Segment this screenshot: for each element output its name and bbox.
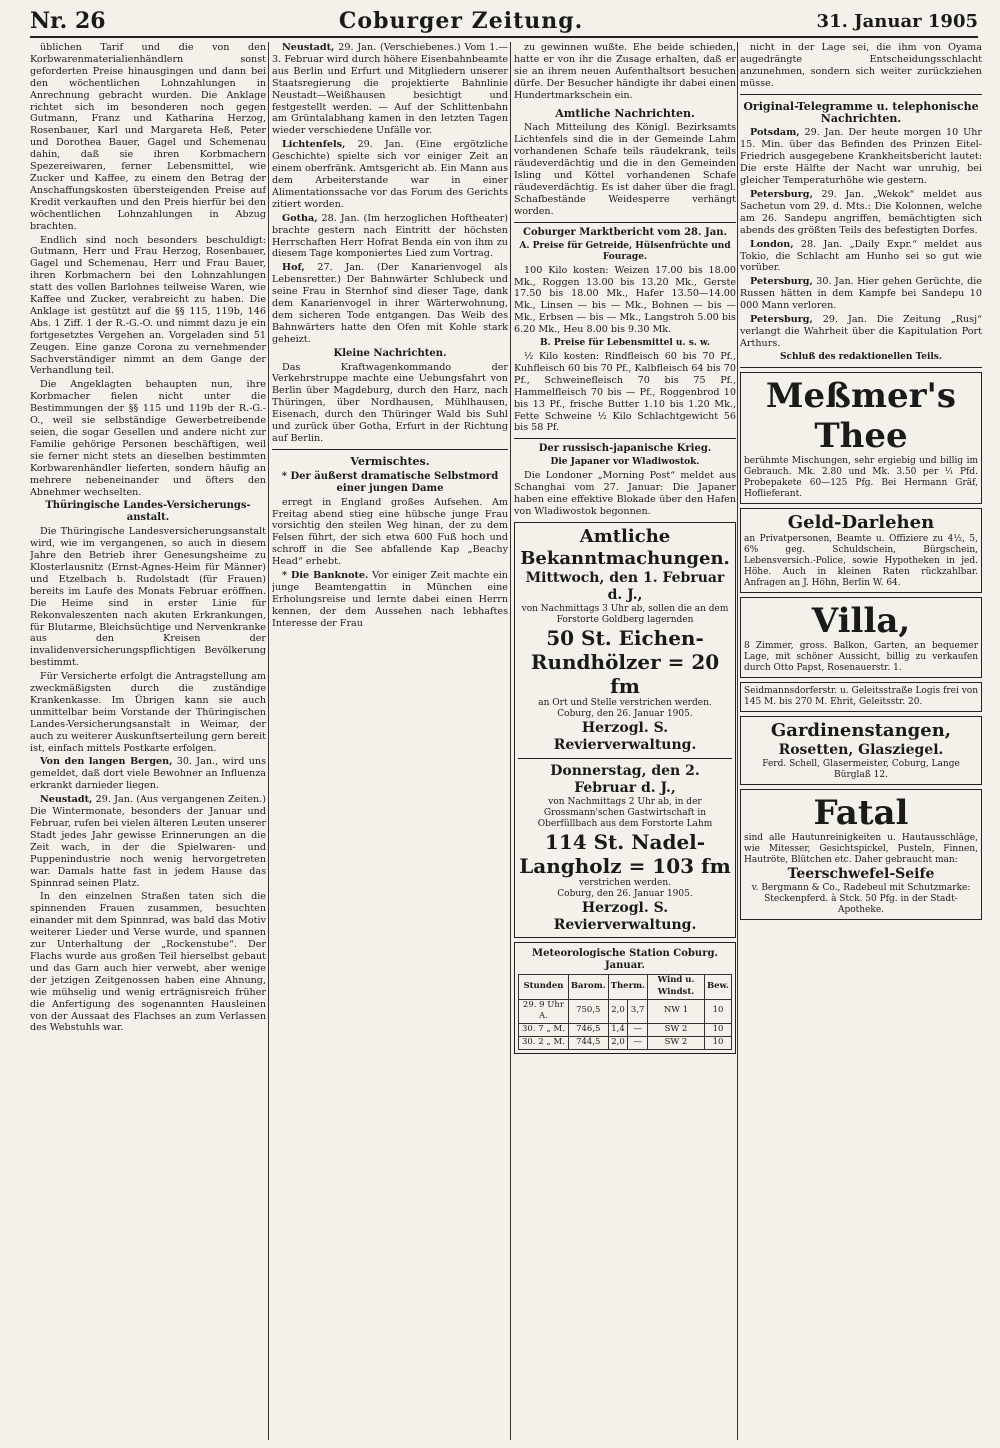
article-paragraph bbox=[740, 314, 982, 350]
table-cell: — bbox=[628, 1037, 648, 1050]
ad-title: Meßmer's Thee bbox=[765, 375, 957, 456]
dateline: Neustadt, bbox=[282, 42, 335, 53]
article-text: 27. Jan. (Der Kanarienvogel als Lebensretter.) Der Bahnwärter Schlubeck und seine Frau in Sternhof sind dieser Tage, dank dem Kanarienvogel in ihrer Wärterwohnung, dem sicheren Tode entgangen. Das Weib des Bahnwärters hatte den Ofen mit Kohle stark geheizt. bbox=[272, 262, 508, 345]
ad-text: an Privatpersonen, Beamte u. Offiziere zu 4½, 5, 6% geg. Schuldschein, Bürgschein, Lebensversich.-Police, sowie Hypotheken in jed. Höhe. Auch in kleinen Raten rückzahlbar. Anfragen an J. Höhn, Berlin W. 64. bbox=[744, 533, 978, 588]
dateline: Neustadt, bbox=[40, 794, 93, 806]
table-row bbox=[519, 1037, 732, 1050]
issue-number: Nr. 26 bbox=[30, 8, 106, 34]
article-text: 29. Jan. Die Zeitung „Rusj“ verlangt die Wahrheit über die Kapitulation Port Arthurs. bbox=[740, 314, 982, 349]
article-paragraph: Endlich sind noch besonders beschuldigt: Gutmann, Herr und Frau Herzog, Rosenbauer, Gagel und Schemenau, Herr und Frau Bauer, ihren Korbmachern bei den Lohnzahlungen statt des vollen Barlohnes teilweise Waren, wie Kaffee und Zucker, verabreicht zu haben. Die Anklage ist gestützt auf die §§ 115, 119b, 146 Abs. 1 Ziff. 1 der R.-G.-O. und nimmt dazu je ein fortgesetztes Vergehen an. Vorgeladen sind 51 Zeugen. Eine ganze Corona zu vernehmender Sachverständiger nimmt an dem Gange der Verhandlung teil. bbox=[30, 234, 266, 377]
article-paragraph bbox=[740, 127, 982, 187]
table-header: Wind u. Windst. bbox=[648, 974, 705, 999]
column-4 bbox=[740, 42, 982, 1440]
article-paragraph: Die Londoner „Morning Post“ meldet aus Schanghai vom 27. Januar: Die Japaner haben eine effektive Blokade über den Hafen von Wladiwostok begonnen. bbox=[514, 470, 736, 517]
ad-fatal bbox=[740, 789, 982, 920]
article-text: 30. Jan., wird uns gemeldet, daß dort viele Bewohner an Influenza erkrankt darnieder liegen. bbox=[30, 756, 266, 792]
dateline: Lichtenfels, bbox=[282, 139, 346, 151]
table-cell: 10 bbox=[704, 1037, 731, 1050]
ad-sign-date: Coburg, den 26. Januar 1905. bbox=[557, 708, 693, 719]
ad-date: Donnerstag, den 2. Februar d. J., bbox=[550, 762, 700, 796]
article-paragraph: üblichen Tarif und die von den Korbwarenmaterialienhändlern sonst geforderten Preise hinausgingen und dann bei den wöchentlichen Lohnzahlungen in Anrechnung gebracht wurden. Die Anklage richtet sich im besonderen noch gegen Gutmann, Franz und Katharina Herzog, Rosenbauer, Karl und Margareta Heß, Peter und Dorothea Bauer, Gagel und Schemenau dahin, daß sie ihren Korbmachern Spezereiwaren, ferner Lebensmittel, wie Zucker und Kaffee, zu einem den Betrag der Anschaffungskosten übersteigenden Preise auf Kredit verkauften und den Preis hierfür bei den wöchentlichen Lohnzahlungen in Abzug brachten. bbox=[30, 42, 266, 232]
section-heading: Vermischtes. bbox=[350, 454, 430, 468]
article-paragraph: ½ Kilo kosten: Rindfleisch 60 bis 70 Pf., Kuhfleisch 60 bis 70 Pf., Kalbfleisch 64 bis 70 Pf., Schweinefleisch 70 bis 75 Pf., Hammelfleisch 70 bis — Pf., Roggenbrod 10 bis 13 Pf., frische Butter 1.10 bis 1.20 Mk., Fette Schweine ½ Kilo Schlachtgewicht 56 bis 58 Pf. bbox=[514, 351, 736, 434]
table-cell: 10 bbox=[704, 999, 731, 1024]
table-cell: SW 2 bbox=[648, 1037, 705, 1050]
dateline: Gotha, bbox=[282, 212, 318, 224]
table-row bbox=[519, 1024, 732, 1037]
article-subheading: Die Japaner vor Wladiwostok. bbox=[550, 457, 700, 468]
article-paragraph bbox=[272, 262, 508, 345]
column-rule bbox=[510, 42, 511, 1440]
column-rule bbox=[268, 42, 269, 1440]
article-heading: Kleine Nachrichten. bbox=[333, 347, 447, 359]
weather-table-box bbox=[514, 942, 736, 1054]
table-cell: 746,5 bbox=[568, 1024, 608, 1037]
ad-text: Ferd. Schell, Glasermeister, Coburg, Lange Bürglaß 12. bbox=[762, 758, 960, 780]
table-header: Therm. bbox=[608, 974, 647, 999]
ad-text: an Ort und Stelle verstrichen werden. bbox=[538, 697, 712, 708]
table-cell: — bbox=[628, 1024, 648, 1037]
article-text: 29. Jan. (Verschiebenes.) Vom 1.—3. Februar wird durch höhere Eisenbahnbeamte aus Berlin und Erfurt und Mitgliedern unserer Staatsregierung die projektierte Bahnlinie Neustadt—Weißhausen besichtigt und festgestellt werden. — Auf der Schlittenbahn am Grüntalabhang kamen in den letzten Tagen wieder verschiedene Unfälle vor. bbox=[272, 42, 508, 137]
article-paragraph: Nach Mitteilung des Königl. Bezirksamts Lichtenfels sind die in der Gemeinde Lahm vorhandenen Schafe teils räudekrank, teils räudeverdächtig und die in den Gemeinden Isling und Köttel vorhandenen Schafe räudeverdächtig. Es ist daher über die fragl. Schafbestände Weidesperre verhängt worden. bbox=[514, 122, 736, 217]
ad-title: Amtliche Bekanntmachungen. bbox=[520, 525, 730, 569]
ad-headline: 114 St. Nadel-Langholz = 103 fm bbox=[519, 829, 731, 878]
ad-signature: Herzogl. S. Revierverwaltung. bbox=[553, 719, 697, 753]
article-subheading: B. Preise für Lebensmittel u. s. w. bbox=[539, 338, 711, 349]
column-3 bbox=[514, 42, 736, 1440]
table-header-row bbox=[519, 974, 732, 999]
column-rule bbox=[737, 42, 738, 1440]
article-paragraph bbox=[272, 139, 508, 210]
weather-title: Meteorologische Station Coburg. Januar. bbox=[532, 947, 718, 971]
article-text: 29. Jan. (Eine ergötzliche Geschichte) spielte sich vor einiger Zeit an einem oberfränk. Amtsgericht ab. Ein Mann aus dem Arbeiterstande war in einer Alimentationssache vor das Forum des Gerichts zitiert worden. bbox=[272, 139, 508, 210]
ad-text: verstrichen werden. bbox=[578, 877, 672, 888]
article-heading: Thüringische Landes-Versicherungs-anstalt. bbox=[45, 500, 251, 524]
ad-villa bbox=[740, 597, 982, 678]
article-text: 29. Jan. „Wekok“ meldet aus Sachetun vom 29. d. Mts.: Die Kolonnen, welche am 26. Sandepu angriffen, bemächtigten sich abends des größten Teils des befestigten Dorfes. bbox=[740, 188, 982, 236]
article-text: Vor einiger Zeit machte ein junge Beamtengattin in München eine Erholungsreise und lernte dabei einen Herrn kennen, der dem Aussehen nach lebhaftes Interesse der Frau bbox=[272, 570, 508, 629]
table-cell: 750,5 bbox=[568, 999, 608, 1024]
column-2 bbox=[272, 42, 508, 1440]
table-row bbox=[519, 999, 732, 1024]
divider bbox=[740, 367, 982, 368]
ad-geld-darlehen bbox=[740, 508, 982, 593]
section-heading: Amtliche Nachrichten. bbox=[555, 106, 695, 120]
ad-sign-date: Coburg, den 26. Januar 1905. bbox=[557, 888, 693, 899]
table-cell: 2,0 bbox=[608, 999, 628, 1024]
article-text: 29. Jan. (Aus vergangenen Zeiten.) Die Wintermonate, besonders der Januar und Februar, rufen bei vielen älteren Leuten unserer Stadt jedes Jahr gewisse Erinnerungen an die Zeit wach, in der die Spielwaren- und Puppenindustrie noch wenig hervorgetreten war. Damals hatte fast in jedem Hause das Spinnrad seinen Platz. bbox=[30, 794, 266, 889]
article-paragraph: zu gewinnen wußte. Ehe beide schieden, hatte er von ihr die Zusage erhalten, daß er sie an ihrem neuen Aufenthaltsort besuchen dürfe. Der Besucher händigte ihr dabei einen Hundertmarkschein ein. bbox=[514, 42, 736, 101]
article-paragraph: erregt in England großes Aufsehen. Am Freitag abend stieg eine hübsche junge Frau vorsichtig den steilen Weg hinan, der zu dem Felsen führt, der sich etwa 600 Fuß hoch und schroff in die See abfallende Kap „Beachy Head“ erhebt. bbox=[272, 496, 508, 568]
table-cell: NW 1 bbox=[648, 999, 705, 1024]
ad-date: Mittwoch, den 1. Februar d. J., bbox=[525, 569, 725, 603]
ad-text: sind alle Hautunreinigkeiten u. Hautausschläge, wie Mitesser, Gesichtspickel, Pusteln, Finnen, Hautröte, Blütchen etc. Daher gebraucht man: bbox=[744, 832, 978, 865]
article-paragraph: Die Angeklagten behaupten nun, ihre Korbmacher fielen nicht unter die Bestimmungen der §§ 115 und 119b der R.-G.-O., weil sie selbständige Gewerbetreibende seien, die sogar Gesellen und andere nicht zur Familie gehörige Personen beschäftigen, weil sie ferner nicht stets an dieselben bestimmten Korbwarenhändler lieferten, sondern häufig an mehrere nebeneinander und öfters den Abnehmer wechselten. bbox=[30, 379, 266, 498]
divider bbox=[514, 438, 736, 439]
article-paragraph bbox=[272, 570, 508, 630]
divider bbox=[518, 758, 732, 759]
article-paragraph: nicht in der Lage sei, die ihm von Oyama augedrängte Entscheidungsschlacht anzunehmen, sondern sich weiter zurückziehen müsse. bbox=[740, 42, 982, 89]
article-paragraph: 100 Kilo kosten: Weizen 17.00 bis 18.00 Mk., Roggen 13.00 bis 13.20 Mk., Gerste 17.50 bis 18.00 Mk., Hafer 13.50—14.00 Mk., Linsen — bis — Mk., Bohnen — bis — Mk., Erbsen — bis — Mk., Langstroh 5.00 bis 6.20 Mk., Heu 8.00 bis 9.30 Mk. bbox=[514, 264, 736, 336]
newspaper-title: Coburger Zeitung. bbox=[338, 8, 584, 34]
ad-title: Geld-Darlehen bbox=[787, 511, 935, 533]
ad-gardinen bbox=[740, 716, 982, 785]
article-text: 28. Jan. „Daily Expr.“ meldet aus Tokio, die Schlacht am Hunho sei so gut wie vorüber. bbox=[740, 238, 982, 274]
article-paragraph: Für Versicherte erfolgt die Antragstellung am zweckmäßigsten durch die zuständige Krankenkasse. Im Übrigen kann sie auch unmittelbar beim Vorstande der Thüringischen Landes-Versicherungsanstalt in Weimar, der auch zu weiterer Auskunftserteilung gern bereit ist, einfach mittels Postkarte erfolgen. bbox=[30, 671, 266, 754]
table-header: Bew. bbox=[704, 974, 731, 999]
section-heading: Original-Telegramme u. telephonische Nachrichten. bbox=[743, 99, 979, 125]
ad-subtitle: Teerschwefel-Seife bbox=[787, 865, 935, 882]
dateline: Potsdam, bbox=[750, 127, 800, 139]
table-cell: 10 bbox=[704, 1024, 731, 1037]
table-cell: 744,5 bbox=[568, 1037, 608, 1050]
ad-headline: 50 St. Eichen-Rundhölzer = 20 fm bbox=[530, 625, 720, 698]
divider bbox=[740, 94, 982, 95]
article-text: 29. Jan. Der heute morgen 10 Uhr 15. Min. über das Befinden des Prinzen Eitel-Friedrich ausgegebene Krankheitsbericht lautet: Die erste Hälfte der Nacht war unruhig, bei gleicher Temperaturhöhe wie gestern. bbox=[740, 127, 982, 187]
ad-title: Villa, bbox=[811, 600, 911, 641]
article-paragraph: In den einzelnen Straßen taten sich die spinnenden Frauen zusammen, besuchten einander mit dem Spinnrad, was bald das Motiv weiterer Lieder und Verse wurde, und spannen zur Unterhaltung der „Rockenstube“. Der Flachs wurde aus großen Teil hierselbst gebaut und das Garn auch hier verwebt, aber wenige der jetzigen Zeitgenossen haben eine Ahnung, wie mühselig und wenig erträgnisreich früher die Anfertigung des sogenannten Hausleinen von der Aussaat des Flachses an zum Verlassen des Webstuhls war. bbox=[30, 891, 266, 1034]
article-paragraph bbox=[30, 756, 266, 792]
weather-table bbox=[518, 974, 732, 1050]
dateline: Petersburg, bbox=[750, 188, 813, 200]
issue-date: 31. Januar 1905 bbox=[816, 10, 978, 32]
ad-text: von Nachmittags 2 Uhr ab, in der Grossmann'schen Gastwirtschaft in Oberfüllbach aus dem Forstorte Lahm bbox=[537, 796, 713, 829]
ad-logis: Seidmannsdorferstr. u. Geleitsstraße Logis frei von 145 M. bis 270 M. Ehrit, Geleitsstr. 20. bbox=[740, 682, 982, 712]
ad-subtitle: Rosetten, Glasziegel. bbox=[778, 741, 944, 758]
article-heading: Coburger Marktbericht vom 28. Jan. bbox=[523, 226, 727, 238]
table-cell: 29. 9 Uhr A. bbox=[519, 999, 569, 1024]
article-text: 30. Jan. Hier gehen Gerüchte, die Russen hätten in dem Kampfe bei Sandepu 10 000 Mann verloren. bbox=[740, 276, 982, 312]
article-heading: * Die Banknote. bbox=[282, 570, 369, 582]
ad-text: 8 Zimmer, gross. Balkon, Garten, an bequemer Lage, mit schöner Aussicht, billig zu verkaufen durch Otto Papst, Rosenauerstr. 1. bbox=[744, 640, 978, 673]
article-heading: Der russisch-japanische Krieg. bbox=[538, 443, 712, 455]
table-cell: 1,4 bbox=[608, 1024, 628, 1037]
dateline: Von den langen Bergen, bbox=[40, 756, 173, 768]
editorial-end-note: Schluß des redaktionellen Teils. bbox=[779, 351, 943, 362]
table-cell: 2,0 bbox=[608, 1037, 628, 1050]
ad-signature: Herzogl. S. Revierverwaltung. bbox=[553, 899, 697, 933]
article-paragraph bbox=[740, 276, 982, 312]
article-paragraph bbox=[272, 42, 508, 137]
dateline: Hof, bbox=[282, 262, 305, 274]
table-header: Stunden bbox=[519, 974, 569, 999]
divider bbox=[514, 222, 736, 223]
table-cell: 30. 7 „ M. bbox=[519, 1024, 569, 1037]
article-heading: * Der äußerst dramatische Selbstmord einer jungen Dame bbox=[281, 470, 499, 494]
ad-text: berühmte Mischungen, sehr ergiebig und billig im Gebrauch. Mk. 2.80 und Mk. 3.50 per ⅟₁ Pfd. Probepakete 60—125 Pfg. Bei Hermann Gräf, Hoflieferant. bbox=[744, 455, 978, 499]
masthead bbox=[30, 6, 978, 38]
article-paragraph bbox=[740, 189, 982, 237]
dateline: London, bbox=[750, 238, 794, 250]
table-cell: SW 2 bbox=[648, 1024, 705, 1037]
dateline: Petersburg, bbox=[750, 276, 813, 288]
article-paragraph bbox=[272, 213, 508, 261]
ad-text: v. Bergmann & Co., Radebeul mit Schutzmarke: Steckenpferd. à Stck. 50 Pfg. in der Stadt-Apotheke. bbox=[751, 882, 971, 915]
ad-text: von Nachmittags 3 Uhr ab, sollen die an dem Forstorte Goldberg lagernden bbox=[521, 603, 729, 625]
table-cell: 3,7 bbox=[628, 999, 648, 1024]
article-text: 28. Jan. (Im herzoglichen Hoftheater) brachte gestern nach Eintritt der höchsten Herrschaften Herr Hofrat Benda ein von ihm zu diesem Tage komponiertes Lied zum Vortrag. bbox=[272, 212, 508, 260]
article-paragraph bbox=[740, 239, 982, 275]
article-paragraph: Das Kraftwagenkommando der Verkehrstruppe machte eine Uebungsfahrt von Berlin über Magdeburg, durch den Harz, nach Thüringen, über Nordhausen, Mühlhausen, Eisenach, durch den Thüringer Wald bis Suhl und zurück über Gotha, Erfurt in der Richtung auf Berlin. bbox=[272, 361, 508, 444]
dateline: Petersburg, bbox=[750, 314, 813, 326]
article-paragraph: Die Thüringische Landesversicherungsanstalt wird, wie im vergangenen, so auch in diesem Jahre den Betrieb ihrer Genesungsheime zu Klosterlausnitz (Ernst-Agnes-Heim für Männer) und Etzelbach b. Rudolstadt (für Frauen) bereits im Laufe des Monats Februar eröffnen. Die Heime sind in erster Linie für Rekonvaleszenten nach akuten Erkrankungen, für Blutarme, Bleichsüchtige und Nervenkranke aus den Kreisen der invalidenversicherungspflichtigen Bevölkerung bestimmt. bbox=[30, 526, 266, 669]
ad-amtliche-bekanntmachungen bbox=[514, 522, 736, 938]
ad-title: Gardinenstangen, bbox=[770, 719, 952, 741]
table-header: Barom. bbox=[568, 974, 608, 999]
ad-title: Fatal bbox=[813, 792, 909, 833]
article-subheading: A. Preise für Getreide, Hülsenfrüchte und Fourage. bbox=[519, 240, 731, 262]
table-cell: 30. 2 „ M. bbox=[519, 1037, 569, 1050]
ad-messmer bbox=[740, 372, 982, 504]
article-paragraph bbox=[30, 794, 266, 889]
divider bbox=[272, 449, 508, 450]
column-1 bbox=[30, 42, 266, 1440]
